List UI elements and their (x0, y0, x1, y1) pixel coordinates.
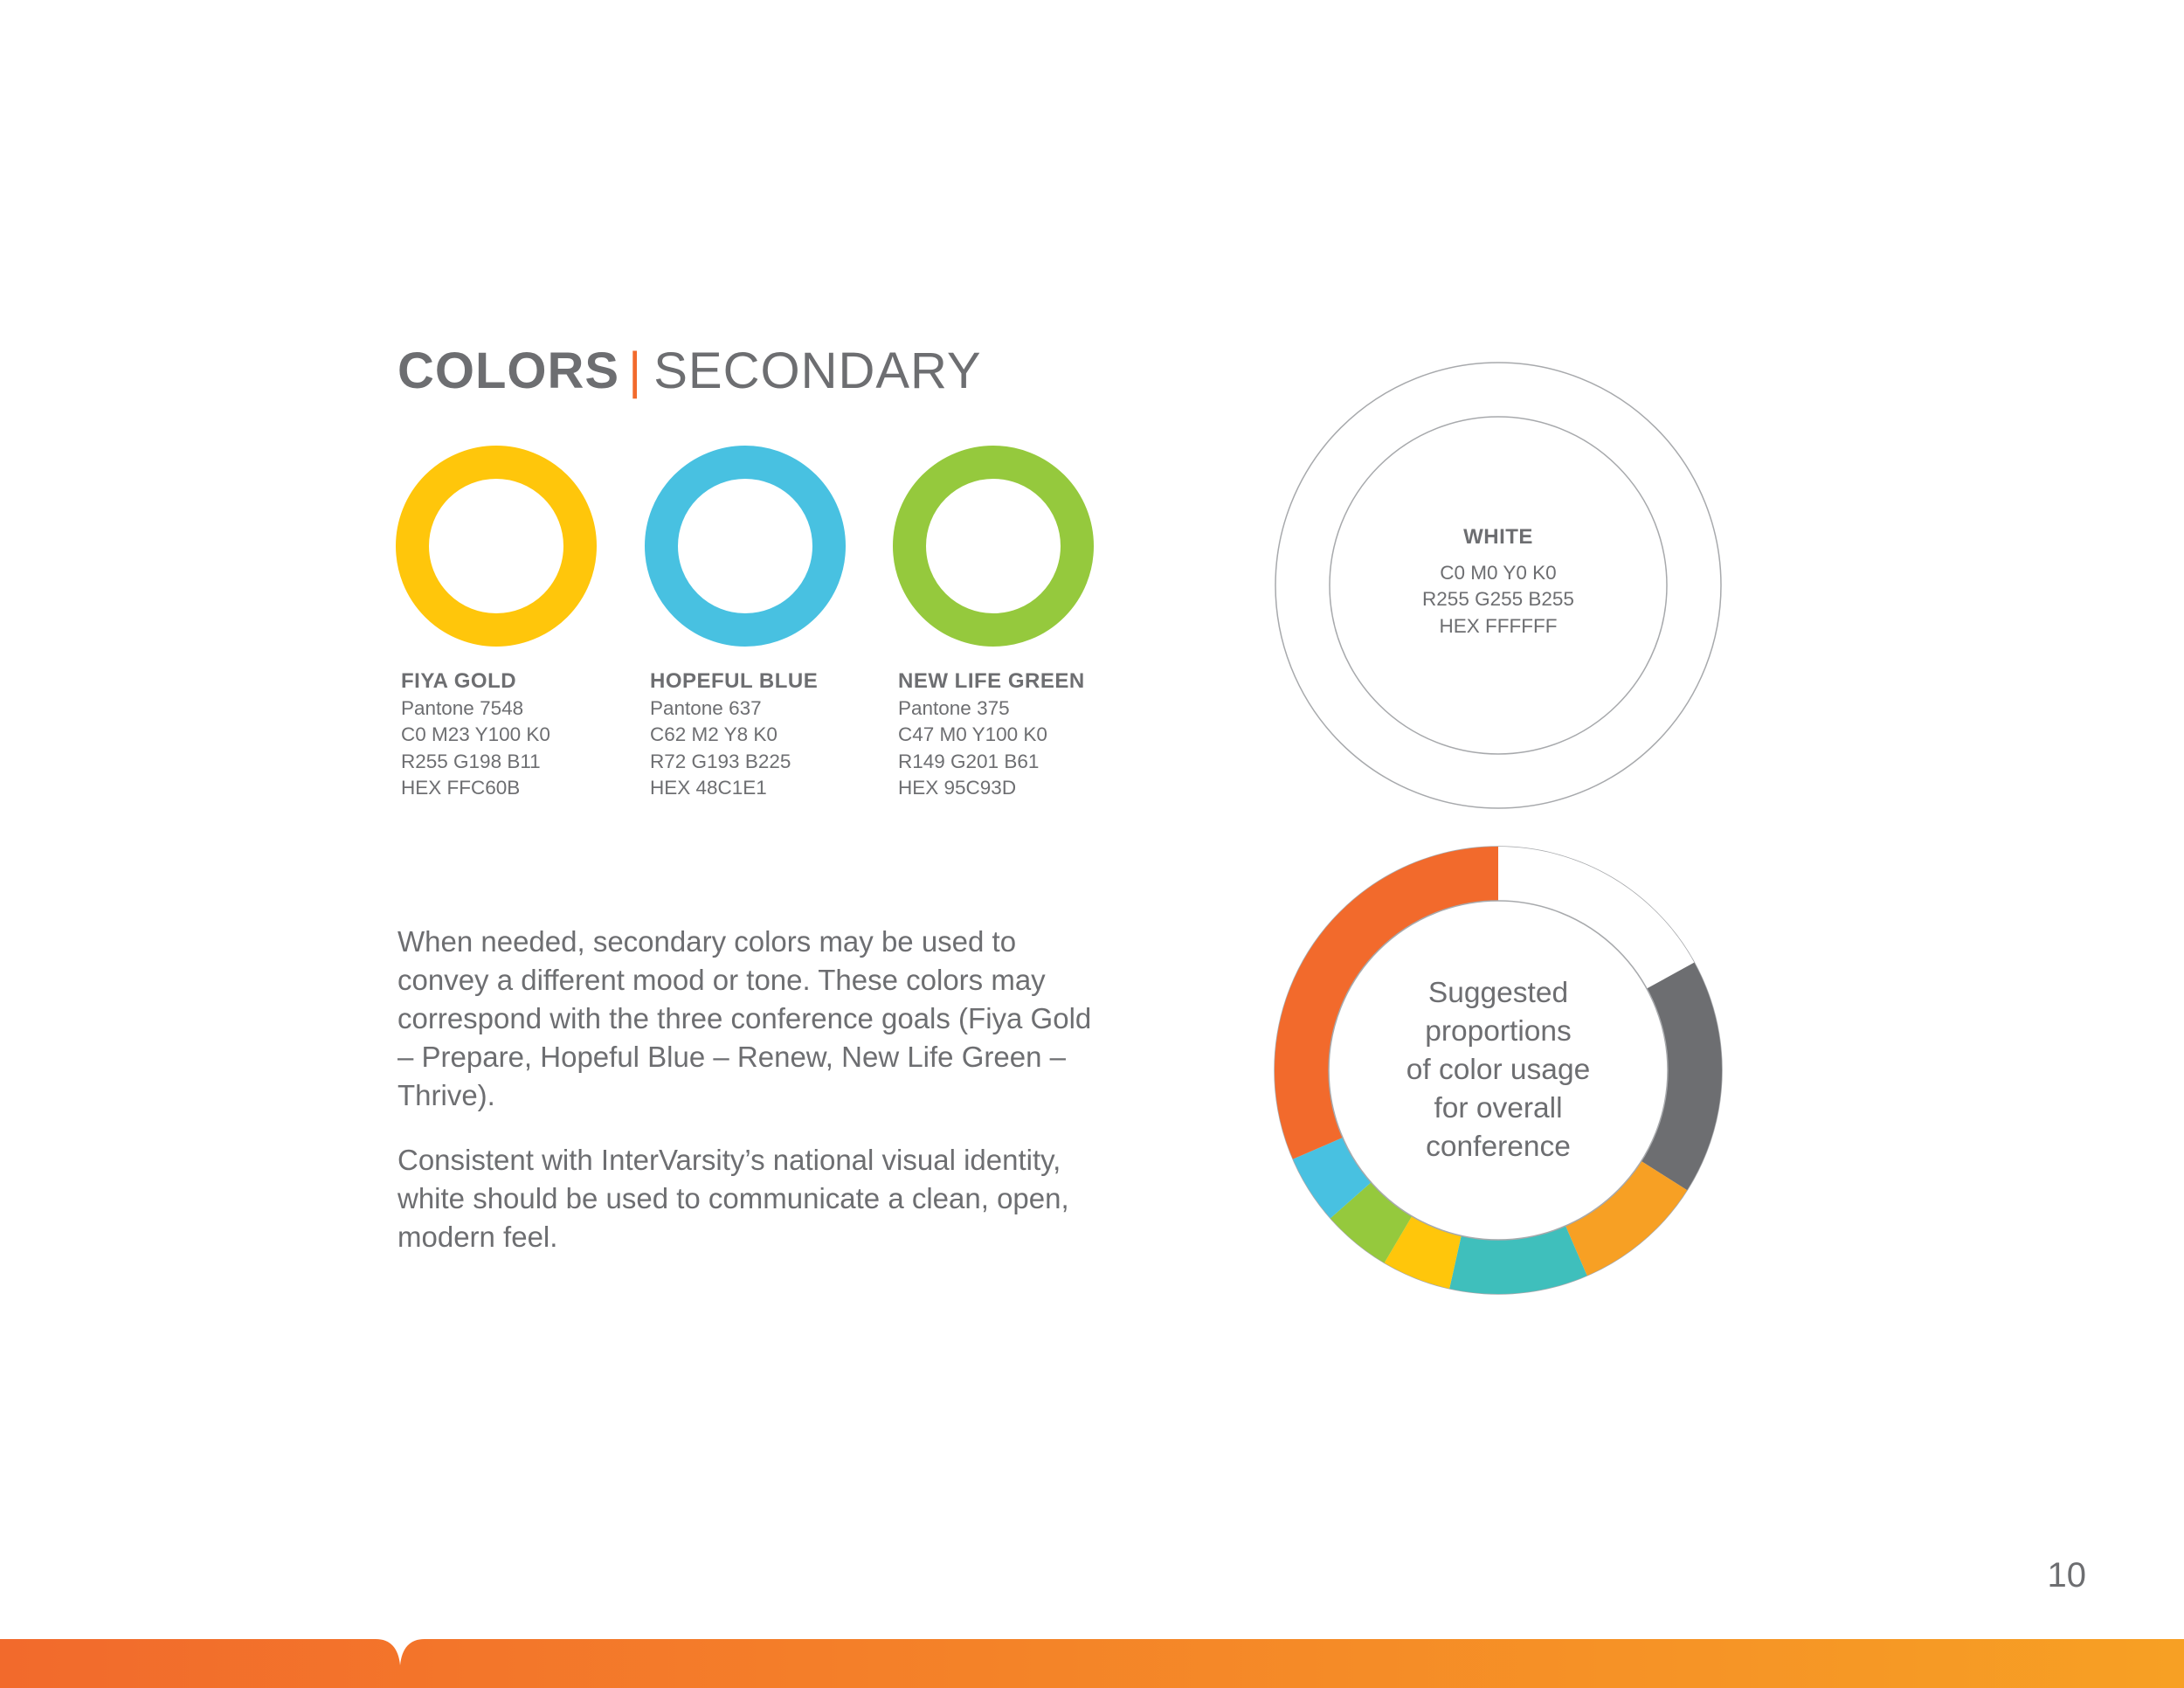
cmyk-value: C47 M0 Y100 K0 (898, 723, 1047, 745)
swatch-ring (661, 462, 829, 630)
title-bold: COLORS (397, 342, 620, 399)
color-name: WHITE (1463, 525, 1533, 549)
rgb-value: R72 G193 B225 (650, 750, 791, 772)
rgb-value: R149 G201 B61 (898, 750, 1040, 772)
cmyk-value: C62 M2 Y8 K0 (650, 723, 778, 745)
body-paragraph-1: When needed, secondary colors may be used to convey a different mood or tone. These colors may correspond with the three conference goals (Fiya Gold – Prepare, Hopeful Blue – Renew, New Life Green – Thrive). (397, 925, 1092, 1111)
hopeful-blue-info (650, 668, 895, 802)
cmyk-value: C0 M23 Y100 K0 (401, 723, 550, 745)
rgb-value: R255 G255 B255 (1422, 588, 1574, 610)
donut-label (1350, 974, 1647, 1166)
body-paragraph-2: Consistent with InterVarsity’s national visual identity, white should be used to communicate a clean, open, modern feel. (397, 1144, 1069, 1253)
fiya-gold-info (401, 668, 646, 802)
pantone-value: Pantone 375 (898, 696, 1010, 719)
donut-label-line: for overall (1434, 1092, 1563, 1124)
page-number: 10 (2047, 1556, 2086, 1595)
donut-label-line: Suggested (1427, 977, 1569, 1009)
hex-value: HEX 48C1E1 (650, 777, 767, 799)
color-name: HOPEFUL BLUE (650, 669, 819, 693)
footer-bar (0, 1634, 2184, 1688)
new-life-green-swatch (893, 446, 1094, 647)
pantone-value: Pantone 637 (650, 696, 762, 719)
hex-value: HEX FFC60B (401, 777, 521, 799)
page-title (397, 336, 982, 406)
pantone-value: Pantone 7548 (401, 696, 524, 719)
donut-segment-white (1498, 847, 1694, 989)
hex-value: HEX FFFFFF (1439, 614, 1558, 637)
fiya-gold-swatch (396, 446, 597, 647)
donut-label-line: of color usage (1406, 1054, 1591, 1086)
swatch-ring (909, 462, 1077, 630)
rgb-value: R255 G198 B11 (401, 750, 541, 772)
hex-value: HEX 95C93D (898, 777, 1017, 799)
donut-label-line: proportions (1425, 1015, 1572, 1048)
color-name: FIYA GOLD (401, 669, 517, 693)
new-life-green-info (898, 668, 1143, 802)
hopeful-blue-swatch (645, 446, 846, 647)
title-light: SECONDARY (653, 342, 982, 399)
white-info (1341, 524, 1655, 640)
footer-band (0, 1639, 2184, 1688)
donut-label-line: conference (1426, 1131, 1571, 1163)
cmyk-value: C0 M0 Y0 K0 (1440, 561, 1557, 584)
swatch-ring (412, 462, 580, 630)
color-name: NEW LIFE GREEN (898, 669, 1085, 693)
title-separator: | (628, 342, 642, 399)
